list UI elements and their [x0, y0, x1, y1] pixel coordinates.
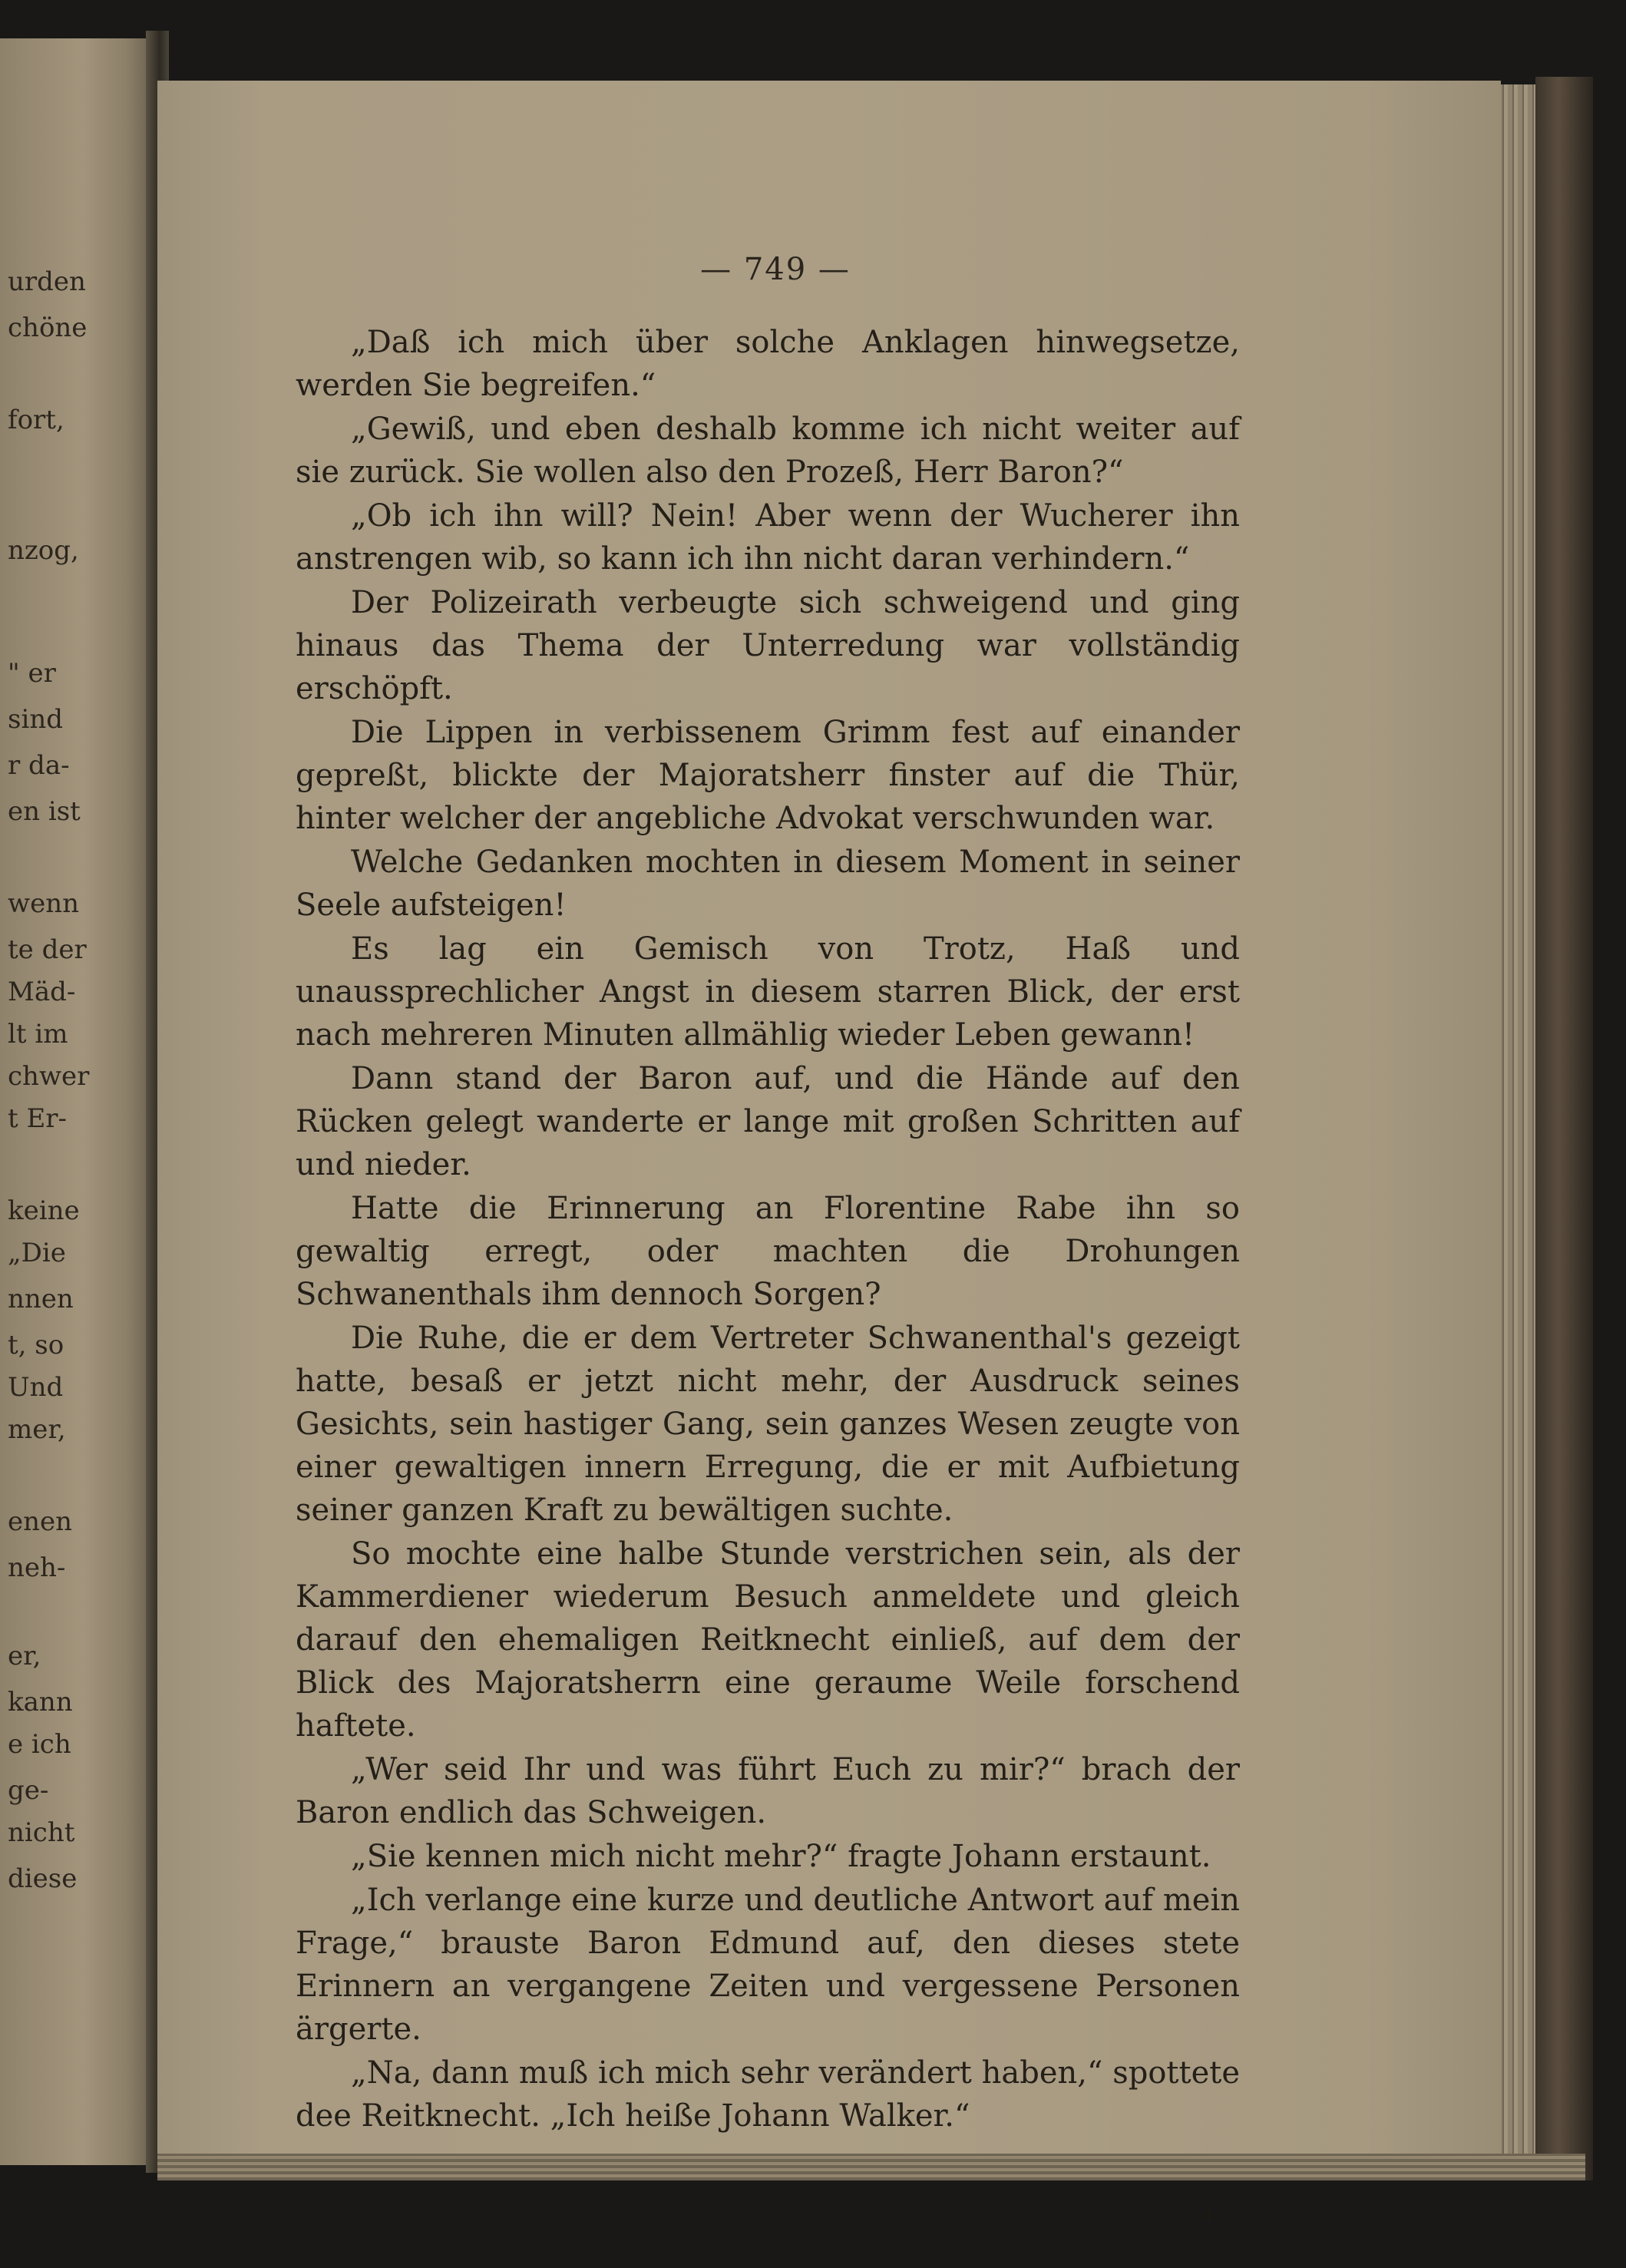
left-page-fragment: urden [8, 266, 86, 297]
left-page-fragment: e ich [8, 1729, 71, 1760]
left-page-fragment: en ist [8, 796, 81, 827]
paragraph: Welche Gedanken mochten in diesem Moment in seiner Seele aufsteigen! [296, 845, 1240, 923]
paragraph: „Wer seid Ihr und was führt Euch zu mir?“ brach der Baron endlich das Schweigen. [296, 1752, 1240, 1830]
left-page-fragment: „Die [8, 1238, 66, 1268]
page-number: — 749 — [700, 252, 851, 287]
paragraph: „Ich verlange eine kurze und deutliche Antwort auf mein Frage,“ brauste Baron Edmund auf, den dieses stete Erinnern an vergangene Zeiten und vergessene Personen ärgerte. [296, 1883, 1240, 2047]
left-page-fragment: " er [8, 658, 56, 689]
left-page-fragment: sind [8, 704, 63, 735]
left-page-fragment: enen [8, 1506, 73, 1537]
paragraph: Die Lippen in verbissenem Grimm fest auf einander gepreßt, blickte der Majoratsherr finster auf die Thür, hinter welcher der angebliche Advokat verschwunden war. [296, 715, 1240, 836]
left-page-fragment: t Er- [8, 1103, 68, 1134]
paragraph: „Na, dann muß ich mich sehr verändert haben,“ spottete dee Reitknecht. „Ich heiße Johann Walker.“ [296, 2055, 1240, 2134]
left-page-fragment: diese [8, 1863, 78, 1894]
left-page-fragment: chöne [8, 312, 88, 343]
left-page-fragment: chwer [8, 1061, 90, 1092]
left-page-fragment: ge- [8, 1775, 49, 1806]
left-page-fragment: Und [8, 1372, 64, 1403]
left-page-fragment: nicht [8, 1817, 75, 1848]
left-page-margin [0, 38, 150, 2165]
paragraph: Die Ruhe, die er dem Vertreter Schwanenthal's gezeigt hatte, besaß er jetzt nicht mehr, der Ausdruck seines Gesichts, sein hastiger Gang, sein ganzes Wesen zeugte von einer gewaltigen innern Erregung, die er mit Aufbietung seiner ganzen Kraft zu bewältigen suchte. [296, 1321, 1240, 1528]
left-page-fragment: nzog, [8, 535, 79, 566]
left-page-fragment: nnen [8, 1284, 74, 1314]
left-page-fragment: er, [8, 1641, 41, 1671]
paper-speck [1205, 2211, 1211, 2220]
paragraph: So mochte eine halbe Stunde verstrichen sein, als der Kammerdiener wiederum Besuch anmeldete und gleich darauf den ehemaligen Reitknecht einließ, auf dem der Blick des Majoratsherrn eine geraume Weile forschend haftete. [296, 1536, 1240, 1744]
book-cover-edge [1535, 77, 1593, 2180]
left-page-fragment: keine [8, 1195, 80, 1226]
left-page-fragment: Mäd- [8, 977, 76, 1007]
left-page-fragment: neh- [8, 1552, 66, 1583]
left-page-fragment: r da- [8, 750, 70, 781]
paragraph: „Sie kennen mich nicht mehr?“ fragte Johann erstaunt. [351, 1839, 1211, 1874]
body-text [296, 321, 1240, 2138]
left-page-fragment: lt im [8, 1019, 68, 1050]
paragraph: Es lag ein Gemisch von Trotz, Haß und unaussprechlicher Angst in diesem starren Blick, der erst nach mehreren Minuten allmählig wieder Leben gewann! [296, 931, 1240, 1053]
paragraph: Hatte die Erinnerung an Florentine Rabe ihn so gewaltig erregt, oder machten die Drohungen Schwanenthals ihm dennoch Sorgen? [296, 1191, 1240, 1312]
paragraph: „Daß ich mich über solche Anklagen hinwegsetze, werden Sie begreifen.“ [296, 325, 1240, 403]
left-page-fragment: mer, [8, 1414, 66, 1445]
left-page-fragment: t, so [8, 1330, 64, 1360]
left-page-fragment: fort, [8, 405, 64, 435]
left-page-fragment: kann [8, 1687, 73, 1718]
paragraph: „Ob ich ihn will? Nein! Aber wenn der Wucherer ihn anstrengen wib, so kann ich ihn nicht daran verhindern.“ [296, 498, 1240, 577]
paragraph: Der Polizeirath verbeugte sich schweigend und ging hinaus das Thema der Unterredung war vollständig erschöpft. [296, 585, 1240, 706]
page-bottom-edge [157, 2154, 1585, 2180]
paragraph: „Gewiß, und eben deshalb komme ich nicht weiter auf sie zurück. Sie wollen also den Prozeß, Herr Baron?“ [296, 412, 1240, 490]
paragraph: Dann stand der Baron auf, und die Hände auf den Rücken gelegt wanderte er lange mit großen Schritten auf und nieder. [296, 1061, 1240, 1182]
left-page-fragment: te der [8, 934, 87, 965]
left-page-fragment: wenn [8, 888, 80, 919]
